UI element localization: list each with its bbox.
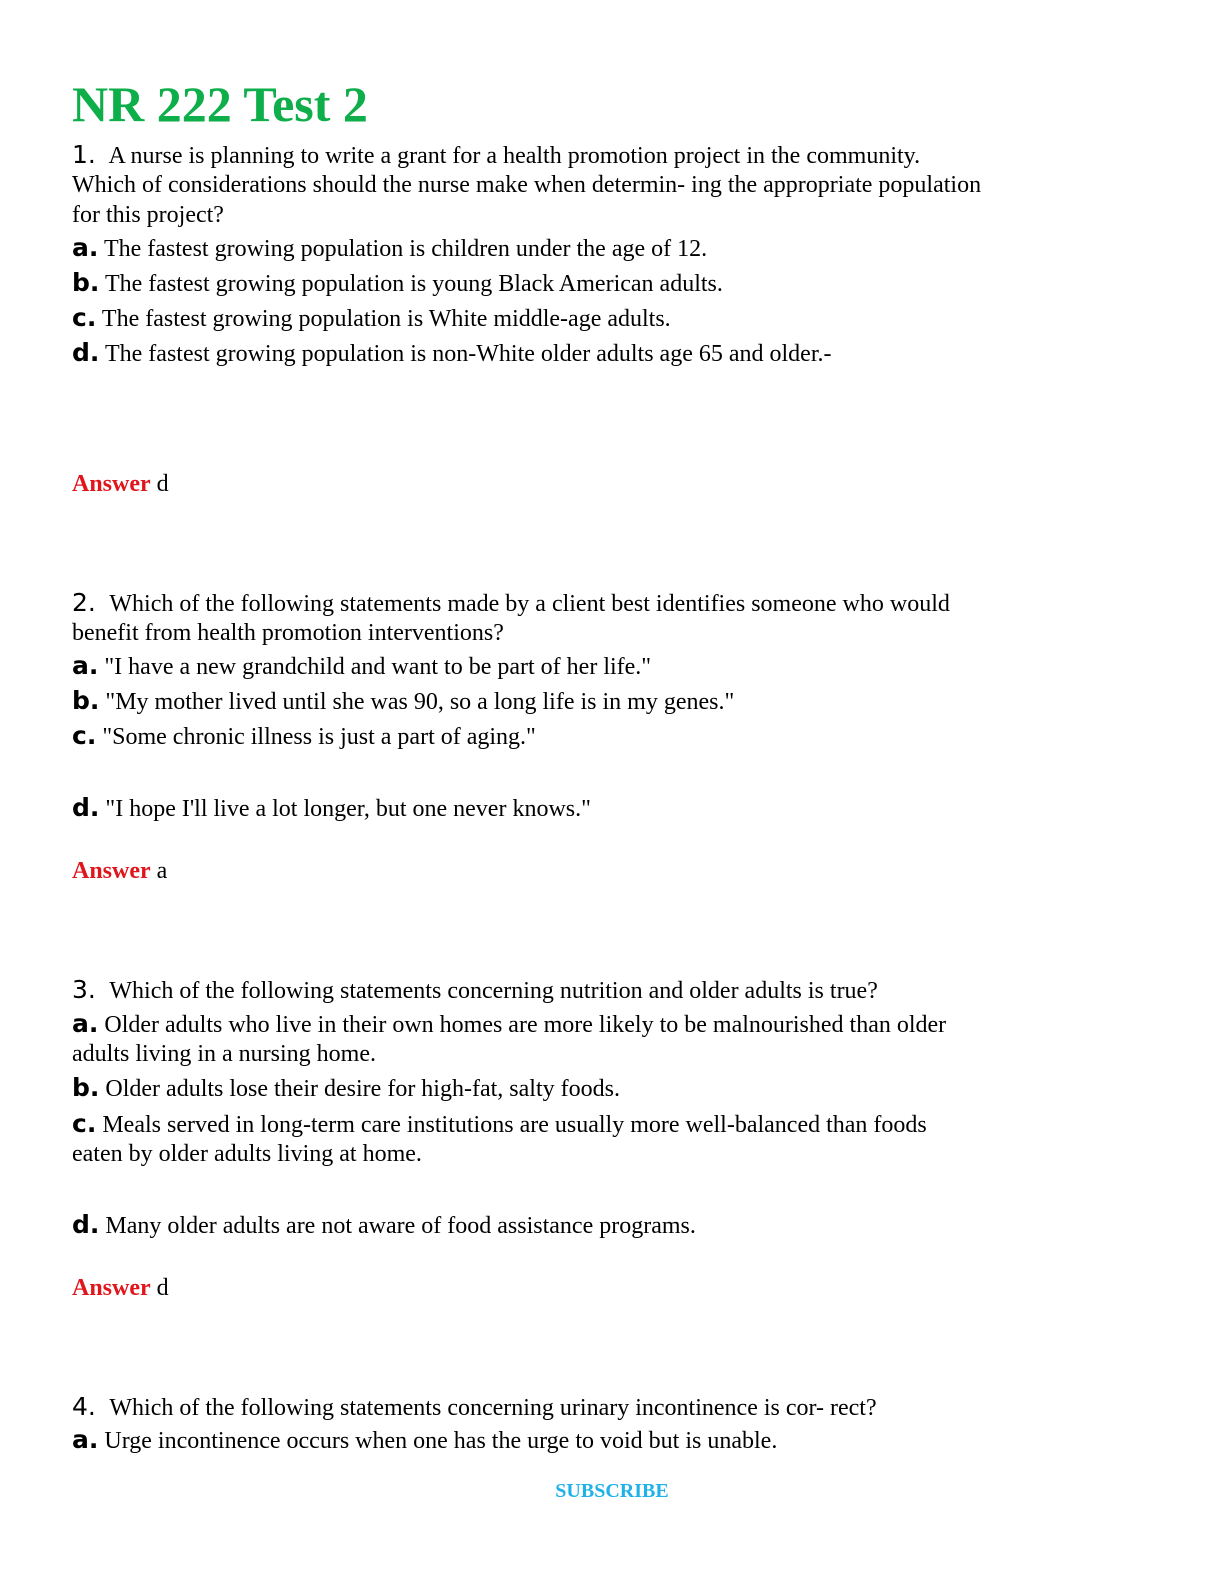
question-2-option-c: c. "Some chronic illness is just a part of aging." — [72, 721, 536, 750]
question-1-stem-line-2: Which of considerations should the nurse make when determin- ing the appropriate population — [72, 172, 982, 198]
subscribe-link[interactable]: SUBSCRIBE — [555, 1480, 669, 1502]
option-letter: b. — [72, 268, 100, 297]
question-2-option-b: b. "My mother lived until she was 90, so a long life is in my genes." — [72, 686, 735, 715]
option-letter: c. — [72, 303, 97, 332]
question-1-option-a: a. The fastest growing population is children under the age of 12. — [72, 233, 708, 262]
question-1-stem-line-3: for this project? — [72, 202, 224, 228]
question-1-number: 1 — [72, 140, 88, 169]
question-3-option-c-line-2: eaten by older adults living at home. — [72, 1141, 422, 1167]
option-letter: b. — [72, 686, 100, 715]
question-3-option-c: c. Meals served in long-term care institutions are usually more well-balanced than foods — [72, 1109, 927, 1138]
option-letter: c. — [72, 1109, 97, 1138]
question-3-number: 3 — [72, 975, 88, 1004]
answer-label: Answer — [72, 858, 151, 884]
option-letter: a. — [72, 1009, 99, 1038]
question-3-option-a-line-2: adults living in a nursing home. — [72, 1041, 376, 1067]
option-letter: a. — [72, 651, 99, 680]
question-2-answer — [72, 856, 1162, 887]
question-2-option-d: d. "I hope I'll live a lot longer, but one never knows." — [72, 793, 591, 822]
question-2-stem-line-2: benefit from health promotion interventions? — [72, 620, 504, 646]
question-2-number: 2 — [72, 588, 88, 617]
question-3-stem-line-1: 3. Which of the following statements concerning nutrition and older adults is true? — [72, 975, 878, 1004]
option-letter: d. — [72, 793, 100, 822]
option-letter: d. — [72, 1210, 100, 1239]
question-2-stem-line-1: 2. Which of the following statements made by a client best identifies someone who would — [72, 588, 950, 617]
answer-value: a — [156, 858, 168, 884]
question-1-stem-line-1: 1. A nurse is planning to write a grant for a health promotion project in the community. — [72, 140, 921, 169]
answer-value: d — [156, 1275, 169, 1301]
answer-label: Answer — [72, 471, 151, 497]
question-1-option-b: b. The fastest growing population is young Black American adults. — [72, 268, 723, 297]
question-4-option-a: a. Urge incontinence occurs when one has the urge to void but is unable. — [72, 1425, 778, 1454]
option-letter: a. — [72, 1425, 99, 1454]
question-3-option-b: b. Older adults lose their desire for high-fat, salty foods. — [72, 1073, 620, 1102]
question-3-option-a: a. Older adults who live in their own homes are more likely to be malnourished than older — [72, 1009, 947, 1038]
question-4-stem-line-1: 4. Which of the following statements concerning urinary incontinence is cor- rect? — [72, 1392, 877, 1421]
question-1-answer — [72, 469, 1162, 500]
option-letter: c. — [72, 721, 97, 750]
question-3-option-d: d. Many older adults are not aware of food assistance programs. — [72, 1210, 696, 1239]
option-letter: a. — [72, 233, 99, 262]
answer-label: Answer — [72, 1275, 151, 1301]
document-title: NR 222 Test 2 — [72, 76, 368, 132]
option-letter: d. — [72, 338, 100, 367]
option-letter: b. — [72, 1073, 100, 1102]
question-1-option-d: d. The fastest growing population is non-White older adults age 65 and older.- — [72, 338, 832, 367]
question-4-number: 4 — [72, 1392, 88, 1421]
answer-value: d — [156, 471, 169, 497]
question-3-answer — [72, 1273, 1162, 1304]
question-1-option-c: c. The fastest growing population is White middle-age adults. — [72, 303, 671, 332]
question-2-option-a: a. "I have a new grandchild and want to be part of her life." — [72, 651, 652, 680]
